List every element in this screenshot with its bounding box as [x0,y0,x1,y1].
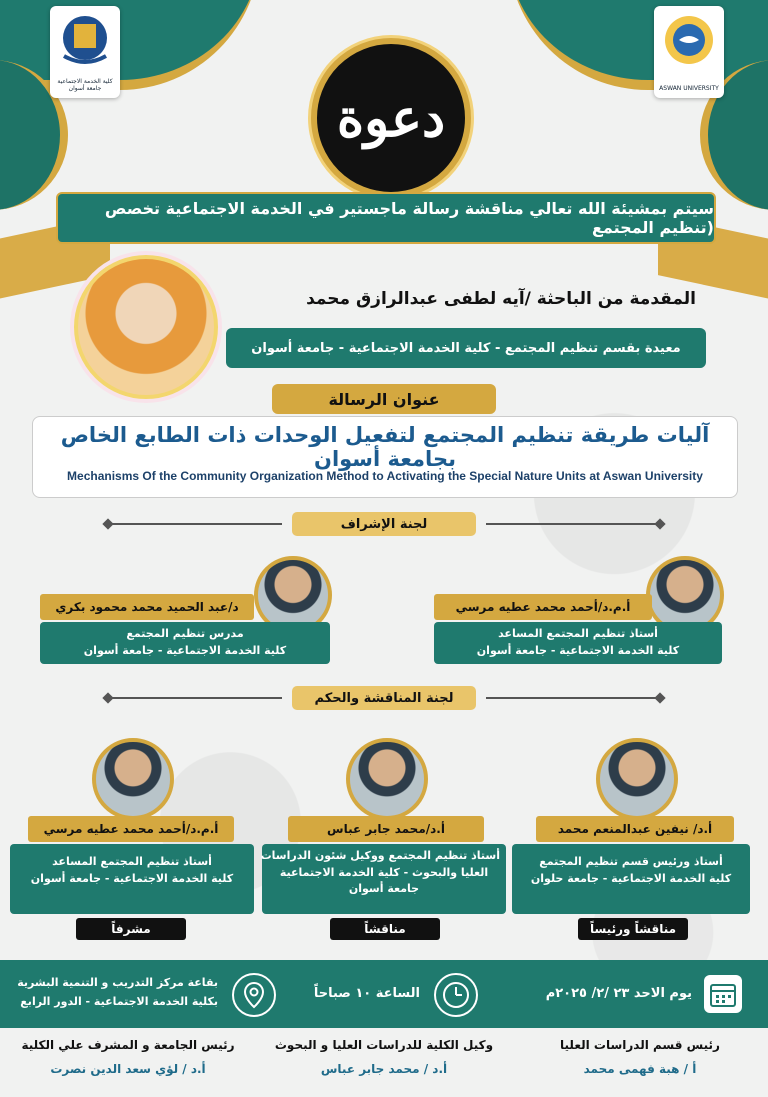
committee-member-affiliation: كلية الخدمة الاجتماعية - جامعة حلوان [530,871,732,885]
researcher-role-box [226,328,706,368]
thesis-label: عنوان الرسالة [328,389,440,409]
committee-member-role: مشرفاً [76,918,186,940]
committee-member-description [262,844,506,914]
invitation-emblem [311,38,471,198]
supervisor-affiliation: كلية الخدمة الاجتماعية - جامعة أسوان [476,643,680,657]
committee-member-photo [346,738,428,820]
committee-member-affiliation: كلية الخدمة الاجتماعية - جامعة أسوان [30,871,234,885]
thesis-title-arabic: آليات طريقة تنظيم المجتمع لتفعيل الوحدات ذات الطابع الخاص بجامعة أسوان [60,423,710,471]
invitation-word: دعوة [336,87,446,149]
university-logo-icon [654,6,724,76]
faculty-logo-text: كلية الخدمة الاجتماعية جامعة أسوان [57,77,113,92]
committee-member-name-bar [536,816,734,842]
signature-block [264,1038,504,1076]
supervision-label-tag [292,512,476,536]
event-date: يوم الاحد ٢٣ /٢/ ٢٠٢٥م [545,986,692,1001]
co-supervisor-description [40,622,330,664]
co-supervisor-name-bar [40,594,254,620]
committee-member-university: جامعة أسوان [348,882,420,895]
committee-member-description [10,844,254,914]
committee-member-title: أستاذ تنظيم المجتمع ووكيل شئون الدراسات [260,849,500,862]
supervisor-name-bar [434,594,652,620]
divider-line [112,523,282,525]
co-supervisor-title: مدرس تنظيم المجتمع [126,627,244,640]
announcement-text: سيتم بمشيئة الله تعالي مناقشة رسالة ماجستير في الخدمة الاجتماعية تخصص (تنظيم المجتمع [104,199,714,237]
committee-member-name: أ.د/ نيفين عبدالمنعم محمد [557,822,713,836]
signature-block [520,1038,760,1076]
committee-member-name-bar [288,816,484,842]
event-place [17,976,218,1008]
thesis-title-english: Mechanisms Of the Community Organization Method to Activating the Special Nature Units at Aswan University [67,469,703,483]
announcement-banner [56,192,716,244]
signature-name: أ / هبة فهمى محمد [583,1062,697,1076]
committee-member-name: أ.م.د/أحمد محمد عطيه مرسي [43,822,219,836]
calendar-icon [704,975,742,1013]
location-pin-icon [232,973,276,1017]
committee-member-title: أستاذ تنظيم المجتمع المساعد [52,855,212,868]
signature-title: رئيس الجامعة و المشرف علي الكلية [21,1038,235,1052]
committee-member-photo [92,738,174,820]
committee-label: لجنة المناقشة والحكم [314,690,454,706]
committee-member-description [512,844,750,914]
divider-line [486,697,656,699]
committee-member-role: مناقشاً [330,918,440,940]
signature-title: وكيل الكلية للدراسات العليا و البحوث [274,1038,494,1052]
committee-label-tag [292,686,476,710]
divider-line [486,523,656,525]
co-supervisor-affiliation: كلية الخدمة الاجتماعية - جامعة أسوان [83,643,287,657]
supervisor-name: أ.م.د/أحمد محمد عطيه مرسي [455,600,631,614]
committee-member-name: أ.د/محمد جابر عباس [327,822,445,836]
committee-member-name-bar [28,816,234,842]
committee-member-role: مناقشاً ورئيساً [578,918,688,940]
event-time: الساعة ١٠ صباحاً [313,986,420,1001]
committee-member-photo [596,738,678,820]
signature-name: أ.د / محمد جابر عباس [320,1062,448,1076]
university-logo [654,6,724,98]
faculty-logo [50,6,120,98]
signature-name: أ.د / لؤي سعد الدين نصرت [50,1062,206,1076]
university-logo-text: ASWAN UNIVERSITY [659,84,719,92]
event-place-hall: بقاعة مركز التدريب و التنمية البشرية [17,976,218,989]
faculty-logo-icon [50,6,120,76]
event-place-floor: بكلية الخدمة الاجتماعية - الدور الرابع [20,995,218,1008]
committee-member-affiliation: العليا والبحوث - كلية الخدمة الاجتماعية [279,865,489,879]
clock-icon [434,973,478,1017]
researcher-role: معيدة بقسم تنظيم المجتمع - كلية الخدمة الاجتماعية - جامعة أسوان [251,340,681,356]
researcher-photo [74,255,218,399]
researcher-name: المقدمة من الباحثة /آيه لطفى عبدالرازق محمد [306,289,696,309]
signature-block [8,1038,248,1076]
thesis-title-box [32,416,738,498]
thesis-label-tag [272,384,496,414]
supervisor-description [434,622,722,664]
supervision-label: لجنة الإشراف [340,516,428,532]
divider-line [112,697,282,699]
signature-title: رئيس قسم الدراسات العليا [560,1038,720,1052]
co-supervisor-name: د/عبد الحميد محمد محمود بكري [55,600,239,614]
supervisor-title: أستاذ تنظيم المجتمع المساعد [498,627,658,640]
committee-member-title: أستاذ ورئيس قسم تنظيم المجتمع [539,855,723,868]
